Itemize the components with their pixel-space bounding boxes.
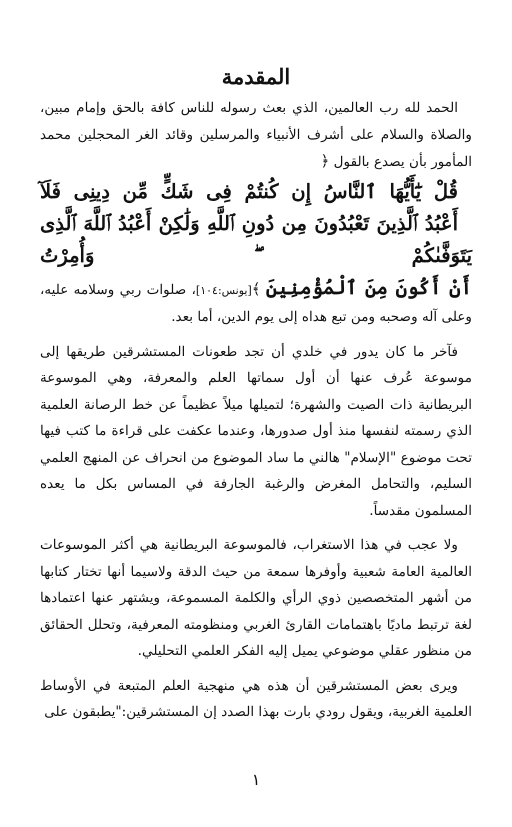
verse-citation: [يونس:١٠٤] — [195, 283, 252, 297]
quran-verse-line-1: قُلْ يَٰٓأَيُّهَا ٱلنَّاسُ إِن كُنتُمْ فِى شَكٍّ مِّن دِينِى فَلَآ — [40, 179, 458, 203]
paragraph-1 — [40, 95, 472, 331]
document-page — [40, 0, 472, 827]
paragraph-3: ولا عجب في هذا الاستغراب، فالموسوعة البريطانية هي أكثر الموسوعات العالمية العامة شعبية وأوفرها سمعة من حيث الدقة ولاسيما أنها تختار كتابها من أشهر المتخصصين ذوي الرأي والكلمة المسموعة، ويشتهر عنها اعتمادها لغة ترتبط ماديًا باهتمامات القارئ الغربي ومنظومته المعرفية، وتحلل الحقائق من منظور عقلي موضوعي يميل إليه الفكر العلمي التحليلي. — [40, 537, 472, 659]
paragraph-1-intro: الحمد لله رب العالمين، الذي بعث رسوله للناس كافة بالحق وإمام مبين، والصلاة والسلام على أشرف الأنبياء والمرسلين وقائد الغر المحجلين محمد المأمور بأن يصدع بالقول — [40, 100, 472, 170]
paragraph-4: ويرى بعض المستشرقين أن هذه هي منهجية العلم المتبعة في الأوساط العلمية الغربية، ويقول رودي بارت بهذا الصدد إن المستشرقين:"يطبقون على — [40, 677, 472, 720]
quran-verse-line-2: أَعْبُدُ ٱلَّذِينَ تَعْبُدُونَ مِن دُونِ ٱللَّهِ وَلَٰكِنْ أَعْبُدُ ٱللَّهَ ٱلَّذِى يَتَوَفَّىٰكُمْ ۖ وَأُمِرْتُ — [40, 211, 472, 267]
page-number: ١ — [251, 770, 261, 789]
body-text — [40, 95, 472, 726]
page-title: المقدمة — [221, 64, 291, 89]
quran-verse-line-3: أَنْ أَكُونَ مِنَ ٱلْمُؤْمِنِينَ — [265, 275, 472, 299]
paragraph-2: فآخر ما كان يدور في خلدي أن تجد طعونات المستشرقين طريقها إلى موسوعة عُرف عنها أن أول سماتها العلم والمعرفة، وهي الموسوعة البريطانية ذات الصيت والشهرة؛ لتميلها ميلاً عظيماً عن خط الرصانة العلمية الذي رسمته لنفسها منذ أول صدورها، وعندما عكفت على قراءة ما كتب فيها تحت موضوع "الإسلام" هالني ما ساد الموضوع من انحراف عن المنهج العلمي السليم، والتحامل المغرض والرغبة الجارفة في المساس بكل ما يعده المسلمون مقدساً. — [40, 343, 472, 519]
verse-close-bracket: ﴾ — [251, 279, 261, 298]
verse-open-bracket: ﴿ — [320, 152, 330, 170]
paragraph-1-end: ، صلوات ربي وسلامه عليه، وعلى آله وصحبه ومن تبع هداه إلى يوم الدين، أما بعد. — [40, 281, 472, 325]
